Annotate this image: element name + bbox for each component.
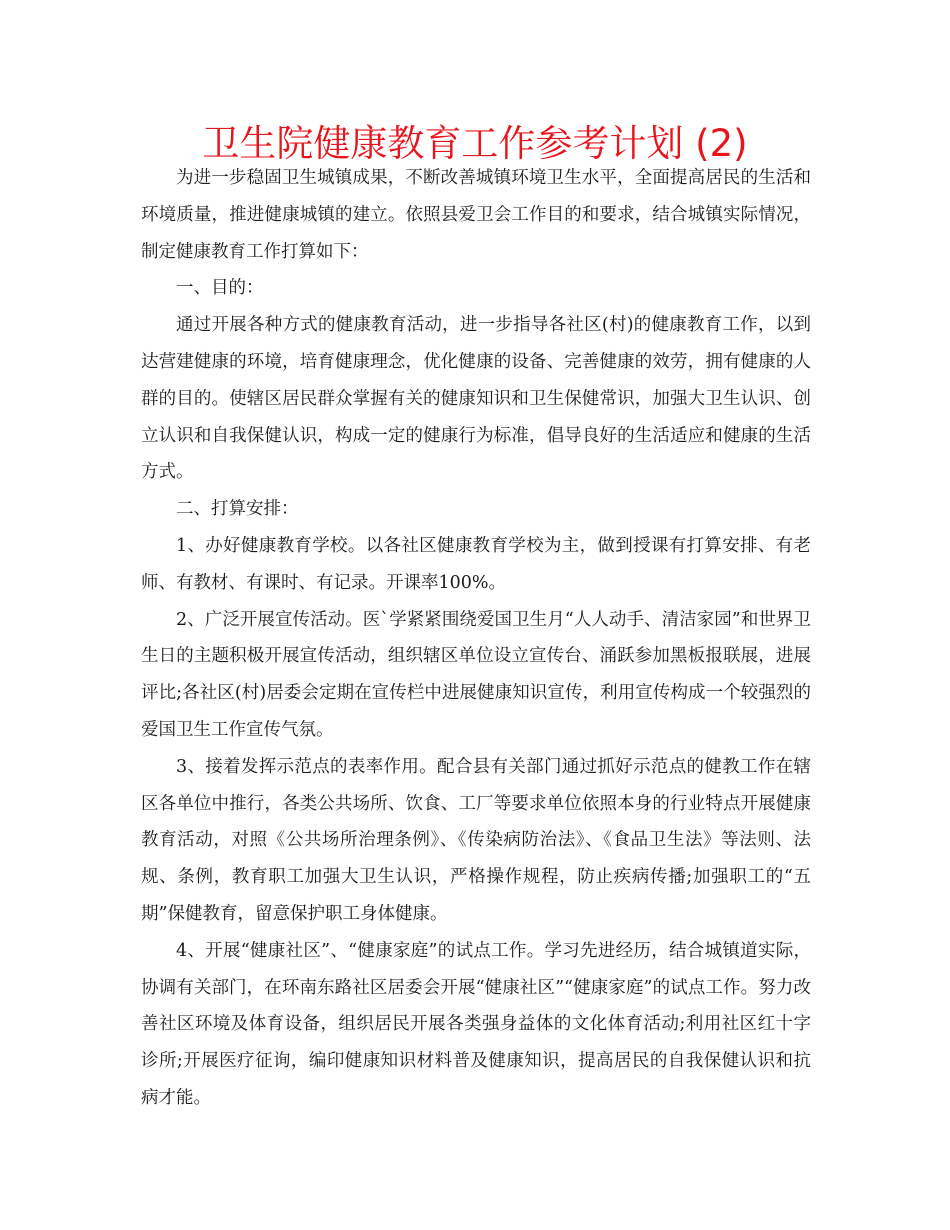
document-title: 卫生院健康教育工作参考计划 (2) xyxy=(202,122,748,165)
paragraph-goal: 通过开展各种方式的健康教育活动，进一步指导各社区(村)的健康教育工作，以到达营建健康的环境，培育健康理念，优化健康的设备、完善健康的效劳，拥有健康的人群的目的。使辖区居民群众掌握有关的健康知识和卫生保健常识，加强大卫生认识、创立认识和自我保健认识，构成一定的健康行为标准，倡导良好的生活适应和健康的生活方式。 xyxy=(141,315,811,483)
paragraph-plan-item-3: 3、接着发挥示范点的表率作用。配合县有关部门通过抓好示范点的健教工作在辖区各单位中推行，各类公共场所、饮食、工厂等要求单位依照本身的行业特点开展健康教育活动，对照《公共场所治理条例》、《传染病防治法》、《食品卫生法》等法则、法规、条例，教育职工加强大卫生认识，严格操作规程，防止疾病传播;加强职工的“五期”保健教育，留意保护职工身体健康。 xyxy=(141,756,811,924)
paragraph-plan-item-2: 2、广泛开展宣传活动。医`学紧紧围绕爱国卫生月“人人动手、清洁家园”和世界卫生日的主题积极开展宣传活动，组织辖区单位设立宣传台、涌跃参加黑板报联展，进展评比;各社区(村)居委会定期在宣传栏中进展健康知识宣传，利用宣传构成一个较强烈的爱国卫生工作宣传气氛。 xyxy=(141,609,811,740)
section-heading-goal: 一、目的： xyxy=(176,278,264,299)
document-body xyxy=(141,160,811,1117)
section-heading-plan: 二、打算安排： xyxy=(176,499,299,520)
paragraph-plan-item-4: 4、开展“健康社区”、“健康家庭”的试点工作。学习先进经历，结合城镇道实际，协调有关部门，在环南东路社区居委会开展“健康社区”“健康家庭”的试点工作。努力改善社区环境及体育设备，组织居民开展各类强身益体的文化体育活动;利用社区红十字诊所;开展医疗征询，编印健康知识材料普及健康知识，提高居民的自我保健认识和抗病才能。 xyxy=(141,940,811,1108)
paragraph-intro: 为进一步稳固卫生城镇成果，不断改善城镇环境卫生水平，全面提高居民的生活和环境质量，推进健康城镇的建立。依照县爱卫会工作目的和要求，结合城镇实际情况，制定健康教育工作打算如下： xyxy=(141,168,811,262)
paragraph-plan-item-1: 1、办好健康教育学校。以各社区健康教育学校为主，做到授课有打算安排、有老师、有教材、有课时、有记录。开课率100%。 xyxy=(141,535,811,593)
